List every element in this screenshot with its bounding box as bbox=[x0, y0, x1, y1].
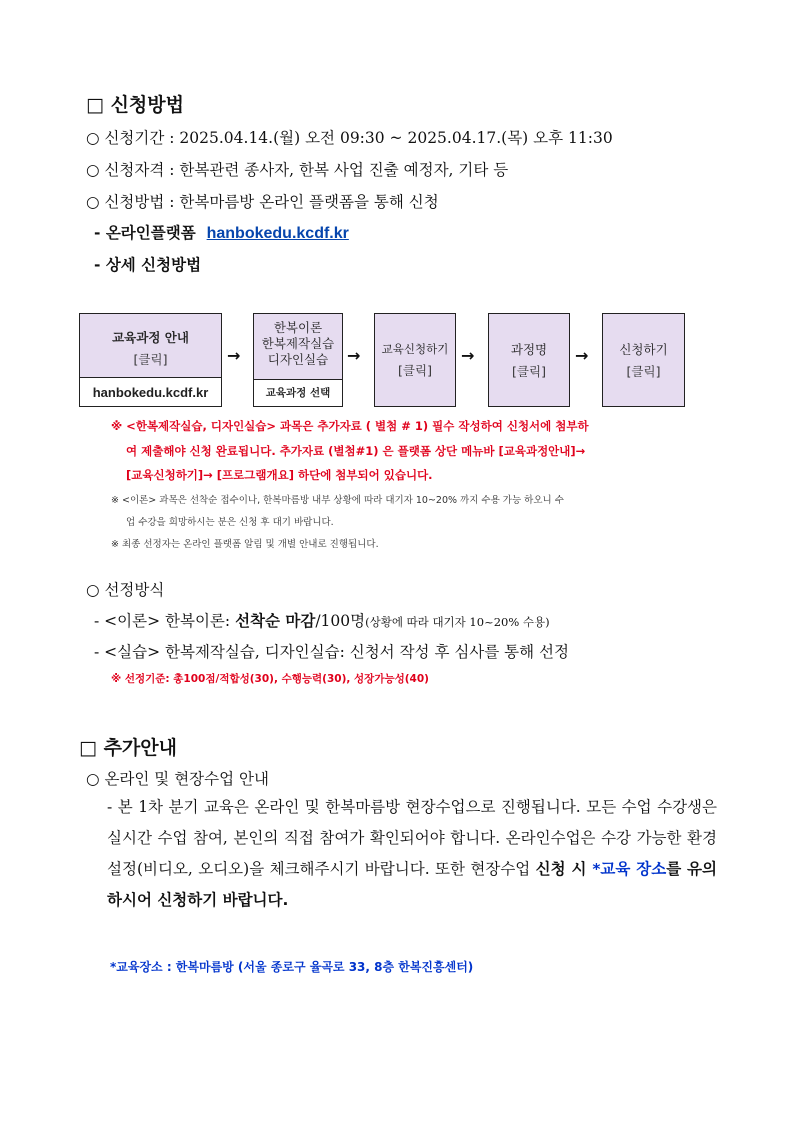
application-eligibility: ○ 신청자격 : 한복관련 종사자, 한복 사업 진출 예정자, 기타 등 bbox=[86, 161, 509, 179]
section-title-application: □ 신청방법 bbox=[86, 94, 184, 116]
notice-final-selection: ※ 최종 선정자는 온라인 플랫폼 알림 및 개별 안내로 진행됩니다. bbox=[111, 539, 379, 550]
selection-theory-first-come: 선착순 마감 bbox=[235, 611, 316, 630]
additional-paragraph-location-ref: *교육 장소 bbox=[592, 860, 667, 878]
notice-attachment-line1: ※ <한복제작실습, 디자인실습> 과목은 추가자료 ( 별첨 # 1) 필수 작성하여 신청서에 첨부하 bbox=[111, 419, 589, 433]
selection-theory-label: - <이론> 한복이론: bbox=[94, 612, 236, 630]
additional-paragraph-main: - 본 1차 분기 교육은 온라인 및 한복마름방 현장수업으로 진행됩니다. 모든 수업 수강생은 실시간 수업 참여, 본인의 직접 참여가 확인되어야 합니다. 온라인수업은 수강 가능한 환경설정(비디오, 오디오)을 체크해주시기 바랍니다. 또한 현장수업 bbox=[107, 798, 717, 878]
additional-paragraph-bold: 신청 시 bbox=[535, 860, 593, 878]
flow-arrow: → bbox=[227, 346, 241, 365]
education-location: *교육장소 : 한복마름방 (서울 종로구 율곡로 33, 8층 한복진흥센터) bbox=[110, 960, 474, 974]
flow-box-apply-education-title: 교육신청하기 bbox=[381, 342, 449, 356]
application-period: ○ 신청기간 : 2025.04.14.(월) 오전 09:30 ~ 2025.04.17.(목) 오후 11:30 bbox=[86, 129, 613, 147]
selection-title: ○ 선정방식 bbox=[86, 581, 165, 599]
selection-criteria: ※ 선정기준: 총100점/적합성(30), 수행능력(30), 성장가능성(40) bbox=[111, 673, 429, 685]
flow-box-apply-title: 신청하기 bbox=[619, 342, 668, 357]
application-method: ○ 신청방법 : 한복마름방 온라인 플랫폼을 통해 신청 bbox=[86, 193, 439, 211]
section-title-additional: □ 추가안내 bbox=[79, 737, 177, 759]
detail-method-title: - 상세 신청방법 bbox=[94, 256, 202, 274]
flow-box-course-name-click: [클릭] bbox=[512, 364, 546, 379]
selection-theory-waitlist: (상황에 따라 대기자 10~20% 수용) bbox=[365, 615, 550, 629]
online-platform-line bbox=[94, 221, 349, 243]
notice-theory-line1: ※ <이론> 과목은 선착순 접수이나, 한복마름방 내부 상황에 따라 대기자 10~20% 까지 수용 가능 하오니 수 bbox=[111, 495, 564, 506]
flow-box-course-name-title: 과정명 bbox=[510, 342, 548, 357]
additional-paragraph-bold-end: 를 유의하시어 신청하기 바랍니다. bbox=[107, 860, 717, 909]
flow-box-course-name[interactable] bbox=[488, 313, 570, 407]
flow-box-course-guide[interactable] bbox=[79, 313, 222, 407]
selection-theory bbox=[94, 609, 550, 631]
flow-course-design: 디자인실습 bbox=[267, 352, 329, 367]
flow-box-apply-click: [클릭] bbox=[626, 364, 661, 379]
flow-arrow: → bbox=[575, 346, 589, 365]
flow-box-apply-education[interactable] bbox=[374, 313, 456, 407]
selection-theory-count: /100명 bbox=[315, 612, 366, 630]
flow-box-course-guide-click: [클릭] bbox=[133, 352, 168, 367]
flow-box-course-guide-title: 교육과정 안내 bbox=[112, 330, 189, 345]
flow-box-apply[interactable] bbox=[602, 313, 685, 407]
notice-attachment-line2: 여 제출해야 신청 완료됩니다. 추가자료 (별첨#1) 은 플랫폼 상단 메뉴바 [교육과정안내]→ bbox=[126, 444, 586, 458]
flow-box-course-select[interactable] bbox=[253, 313, 343, 407]
additional-online-onsite: ○ 온라인 및 현장수업 안내 bbox=[86, 770, 269, 788]
flow-box-course-guide-url: hanbokedu.kcdf.kr bbox=[80, 377, 221, 406]
flow-course-making: 한복제작실습 bbox=[261, 336, 335, 351]
selection-practice: - <실습> 한복제작실습, 디자인실습: 신청서 작성 후 심사를 통해 선정 bbox=[94, 643, 570, 661]
flow-arrow: → bbox=[347, 346, 361, 365]
flow-box-course-select-footer: 교육과정 선택 bbox=[254, 379, 342, 406]
additional-paragraph bbox=[107, 792, 717, 916]
notice-attachment-line3: [교육신청하기]→ [프로그램개요] 하단에 첨부되어 있습니다. bbox=[126, 468, 433, 482]
flow-course-theory: 한복이론 bbox=[273, 320, 323, 335]
notice-theory-line2: 업 수강을 희망하시는 분은 신청 후 대기 바랍니다. bbox=[126, 517, 334, 528]
online-platform-label: - 온라인플랫폼 bbox=[94, 224, 196, 242]
platform-link[interactable]: hanbokedu.kcdf.kr bbox=[206, 225, 349, 242]
flow-arrow: → bbox=[461, 346, 475, 365]
flow-box-apply-education-click: [클릭] bbox=[398, 363, 432, 378]
